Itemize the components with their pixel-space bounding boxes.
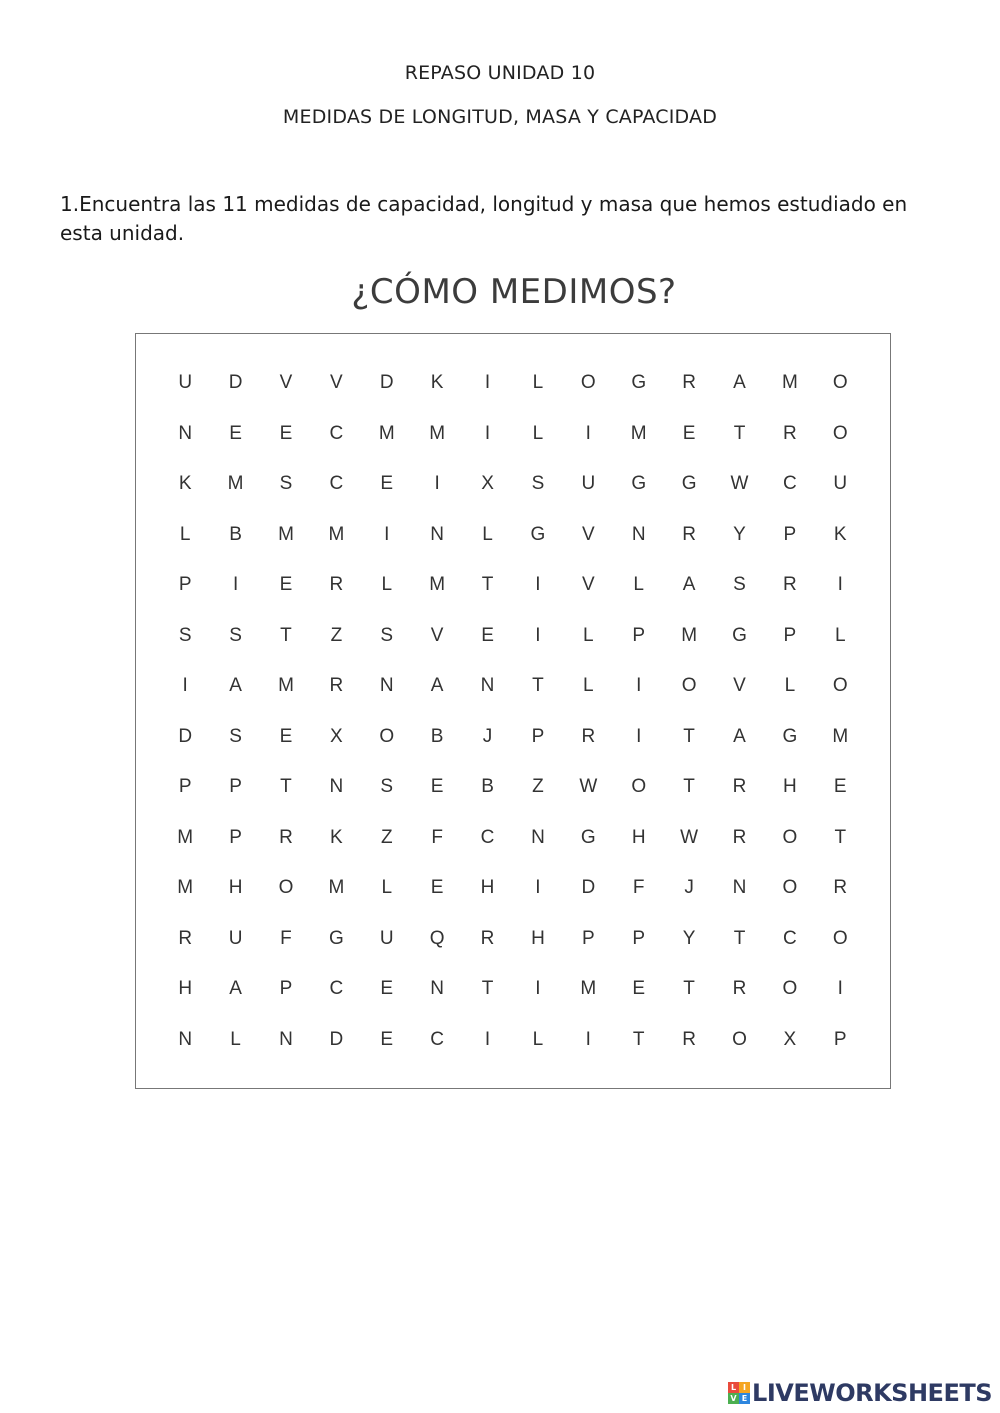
grid-letter[interactable]: H <box>178 978 193 999</box>
grid-letter[interactable]: P <box>783 624 797 646</box>
grid-letter[interactable]: M <box>429 422 446 444</box>
grid-letter[interactable]: L <box>230 1028 241 1050</box>
grid-letter[interactable]: K <box>330 826 343 848</box>
grid-letter[interactable]: D <box>379 372 394 393</box>
grid-letter[interactable]: K <box>833 523 847 545</box>
grid-letter[interactable]: P <box>178 574 192 595</box>
grid-letter[interactable]: N <box>178 1028 193 1050</box>
grid-letter[interactable]: L <box>532 422 544 444</box>
grid-letter[interactable]: P <box>783 523 797 545</box>
word-search-grid[interactable] <box>160 358 865 1065</box>
grid-letter[interactable]: R <box>783 422 797 444</box>
grid-letter[interactable]: M <box>278 675 294 696</box>
grid-letter[interactable]: I <box>585 422 591 444</box>
logo-tile: E <box>739 1393 750 1404</box>
grid-letter[interactable]: V <box>733 675 746 696</box>
grid-letter[interactable]: E <box>380 1028 394 1050</box>
grid-letter[interactable]: P <box>632 927 646 949</box>
grid-letter[interactable]: S <box>229 725 242 747</box>
grid-letter[interactable]: A <box>733 372 746 393</box>
grid-letter[interactable]: T <box>683 978 695 999</box>
grid-letter[interactable]: T <box>532 675 544 696</box>
grid-letter[interactable]: R <box>833 877 848 898</box>
grid-letter[interactable]: A <box>229 675 242 696</box>
grid-letter[interactable]: S <box>733 574 746 595</box>
grid-letter[interactable]: L <box>633 574 644 595</box>
grid-letter[interactable]: M <box>177 877 194 898</box>
grid-letter[interactable]: O <box>732 1028 747 1050</box>
grid-letter[interactable]: R <box>682 372 696 393</box>
grid-letter[interactable]: H <box>783 776 797 797</box>
grid-letter[interactable]: I <box>434 473 440 494</box>
grid-letter[interactable]: G <box>580 826 596 848</box>
grid-letter[interactable]: L <box>834 624 846 646</box>
grid-letter[interactable]: M <box>781 372 798 393</box>
grid-letter[interactable]: I <box>535 978 541 999</box>
grid-letter[interactable]: C <box>329 422 344 444</box>
grid-letter[interactable]: G <box>782 725 798 747</box>
grid-letter[interactable]: P <box>229 826 242 848</box>
grid-letter[interactable]: G <box>631 473 647 494</box>
grid-letter[interactable]: A <box>733 725 746 747</box>
grid-letter[interactable]: L <box>784 675 796 696</box>
grid-letter[interactable]: C <box>783 927 797 949</box>
grid-letter[interactable]: T <box>733 422 746 444</box>
grid-letter[interactable]: E <box>481 624 494 646</box>
grid-letter[interactable]: X <box>481 473 494 494</box>
grid-letter[interactable]: J <box>684 877 694 898</box>
grid-letter[interactable]: T <box>733 927 746 949</box>
grid-letter[interactable]: O <box>832 675 848 696</box>
grid-letter[interactable]: I <box>535 877 541 898</box>
grid-letter[interactable]: I <box>585 1028 591 1050</box>
logo-tile: V <box>728 1393 739 1404</box>
grid-letter[interactable]: S <box>178 624 192 646</box>
grid-letter[interactable]: S <box>380 624 394 646</box>
grid-letter[interactable]: W <box>730 473 749 494</box>
grid-letter[interactable]: E <box>380 473 394 494</box>
grid-letter[interactable]: T <box>280 624 292 646</box>
grid-letter[interactable]: R <box>682 523 696 545</box>
grid-letter[interactable]: I <box>837 978 843 999</box>
grid-letter[interactable]: N <box>279 1028 293 1050</box>
grid-letter[interactable]: N <box>329 776 344 797</box>
grid-letter[interactable]: C <box>430 1028 445 1050</box>
grid-letter[interactable]: I <box>484 1028 491 1050</box>
grid-letter[interactable]: O <box>379 725 395 747</box>
grid-letter[interactable]: L <box>482 523 493 545</box>
grid-letter[interactable]: S <box>229 624 242 646</box>
grid-letter[interactable]: O <box>832 927 848 949</box>
grid-letter[interactable]: M <box>328 877 345 898</box>
grid-letter[interactable]: W <box>579 776 598 797</box>
grid-letter[interactable]: P <box>833 1028 847 1050</box>
grid-letter[interactable]: E <box>229 422 242 444</box>
grid-letter[interactable]: N <box>178 422 193 444</box>
grid-letter[interactable]: L <box>532 372 544 393</box>
grid-letter[interactable]: P <box>632 624 646 646</box>
grid-letter[interactable]: T <box>280 776 292 797</box>
grid-letter[interactable]: O <box>782 826 798 848</box>
grid-letter[interactable]: T <box>481 978 494 999</box>
grid-letter[interactable]: K <box>430 372 444 393</box>
grid-letter[interactable]: O <box>278 877 294 898</box>
grid-letter[interactable]: M <box>378 422 395 444</box>
grid-letter[interactable]: U <box>833 473 848 494</box>
grid-letter[interactable]: P <box>531 725 545 747</box>
grid-letter[interactable]: T <box>632 1028 645 1050</box>
grid-letter[interactable]: X <box>330 725 343 747</box>
grid-letter[interactable]: N <box>430 523 445 545</box>
grid-letter[interactable]: F <box>280 927 292 949</box>
grid-letter[interactable]: G <box>732 624 747 646</box>
grid-letter[interactable]: H <box>480 877 495 898</box>
grid-letter[interactable]: P <box>229 776 242 797</box>
grid-letter[interactable]: V <box>581 523 595 545</box>
grid-letter[interactable]: N <box>631 523 646 545</box>
grid-letter[interactable]: P <box>178 776 192 797</box>
grid-letter[interactable]: C <box>480 826 495 848</box>
grid-letter[interactable]: S <box>279 473 293 494</box>
grid-letter[interactable]: M <box>832 725 849 747</box>
brand-name: LIVEWORKSHEETS <box>752 1379 992 1407</box>
brand-footer <box>728 1378 992 1408</box>
grid-letter[interactable]: U <box>178 372 193 393</box>
grid-letter[interactable]: I <box>484 422 491 444</box>
grid-letter[interactable]: Z <box>330 624 343 646</box>
grid-letter[interactable]: V <box>430 624 444 646</box>
exercise-instruction: 1.Encuentra las 11 medidas de capacidad, longitud y masa que hemos estudiado en esta unidad. <box>60 192 908 245</box>
grid-letter[interactable]: C <box>329 978 344 999</box>
grid-letter[interactable]: V <box>581 574 595 595</box>
grid-letter[interactable]: R <box>329 574 344 595</box>
grid-letter[interactable]: O <box>580 372 596 393</box>
grid-letter[interactable]: I <box>535 574 541 595</box>
grid-letter[interactable]: R <box>732 826 747 848</box>
grid-letter[interactable]: E <box>279 725 293 747</box>
grid-letter[interactable]: N <box>379 675 394 696</box>
grid-letter[interactable]: I <box>636 675 642 696</box>
grid-letter[interactable]: O <box>832 372 848 393</box>
grid-letter[interactable]: K <box>178 473 192 494</box>
grid-letter[interactable]: P <box>279 978 293 999</box>
grid-letter[interactable]: F <box>632 877 645 898</box>
grid-letter[interactable]: R <box>581 725 596 747</box>
grid-letter[interactable]: C <box>783 473 797 494</box>
grid-letter[interactable]: B <box>430 725 444 747</box>
grid-letter[interactable]: V <box>279 372 293 393</box>
grid-letter[interactable]: D <box>329 1028 344 1050</box>
grid-letter[interactable]: G <box>631 372 647 393</box>
grid-letter[interactable]: R <box>480 927 495 949</box>
grid-letter[interactable]: B <box>229 523 242 545</box>
liveworksheets-logo-icon <box>728 1382 750 1404</box>
grid-letter[interactable]: N <box>430 978 445 999</box>
grid-letter[interactable]: Y <box>682 927 696 949</box>
grid-letter[interactable]: L <box>583 675 594 696</box>
logo-tile: L <box>728 1382 739 1393</box>
grid-letter[interactable]: S <box>380 776 394 797</box>
grid-letter[interactable]: T <box>683 725 695 747</box>
grid-letter[interactable]: R <box>732 776 747 797</box>
grid-letter[interactable]: O <box>782 877 798 898</box>
grid-letter[interactable]: W <box>680 826 699 848</box>
grid-letter[interactable]: O <box>681 675 697 696</box>
grid-letter[interactable]: M <box>227 473 244 494</box>
grid-letter[interactable]: H <box>531 927 545 949</box>
grid-letter[interactable]: H <box>631 826 646 848</box>
grid-letter[interactable]: R <box>279 826 293 848</box>
grid-letter[interactable]: O <box>832 422 848 444</box>
grid-letter[interactable]: L <box>583 624 594 646</box>
grid-letter[interactable]: U <box>379 927 394 949</box>
grid-letter[interactable]: N <box>531 826 545 848</box>
grid-letter[interactable]: I <box>484 372 491 393</box>
grid-letter[interactable]: O <box>631 776 647 797</box>
grid-letter[interactable]: E <box>682 422 696 444</box>
grid-letter[interactable]: I <box>837 574 843 595</box>
grid-letter[interactable]: R <box>732 978 747 999</box>
grid-letter[interactable]: H <box>228 877 243 898</box>
grid-letter[interactable]: T <box>481 574 494 595</box>
grid-letter[interactable]: Z <box>532 776 544 797</box>
grid-letter[interactable]: L <box>381 574 393 595</box>
grid-letter[interactable]: T <box>834 826 847 848</box>
grid-letter[interactable]: L <box>381 877 393 898</box>
grid-letter[interactable]: E <box>833 776 847 797</box>
grid-letter[interactable]: U <box>581 473 596 494</box>
grid-letter[interactable]: E <box>380 978 394 999</box>
grid-letter[interactable]: L <box>532 1028 544 1050</box>
grid-letter[interactable]: G <box>328 927 344 949</box>
grid-letter[interactable]: I <box>384 523 390 545</box>
grid-letter[interactable]: M <box>580 978 597 999</box>
grid-letter[interactable]: U <box>228 927 243 949</box>
grid-letter[interactable]: Y <box>733 523 746 545</box>
grid-letter[interactable]: T <box>683 776 695 797</box>
grid-letter[interactable]: R <box>329 675 344 696</box>
grid-letter[interactable]: E <box>279 574 293 595</box>
grid-letter[interactable]: M <box>630 422 647 444</box>
grid-letter[interactable]: G <box>530 523 546 545</box>
grid-letter[interactable]: E <box>430 877 444 898</box>
grid-letter[interactable]: M <box>429 574 446 595</box>
unit-title: REPASO UNIDAD 10 <box>404 62 596 84</box>
grid-letter[interactable]: R <box>178 927 193 949</box>
grid-letter[interactable]: A <box>229 978 242 999</box>
grid-letter[interactable]: A <box>682 574 696 595</box>
grid-letter[interactable]: J <box>482 725 493 747</box>
grid-letter[interactable]: D <box>178 725 193 747</box>
grid-letter[interactable]: P <box>581 927 595 949</box>
grid-letter[interactable]: O <box>782 978 798 999</box>
grid-letter[interactable]: B <box>481 776 494 797</box>
grid-letter[interactable]: R <box>783 574 797 595</box>
grid-letter[interactable]: I <box>232 574 239 595</box>
puzzle-title: ¿CÓMO MEDIMOS? <box>351 272 677 312</box>
grid-letter[interactable]: E <box>632 978 646 999</box>
grid-letter[interactable]: N <box>732 877 747 898</box>
grid-letter[interactable]: L <box>179 523 191 545</box>
grid-letter[interactable]: A <box>430 675 444 696</box>
grid-letter[interactable]: N <box>480 675 495 696</box>
grid-letter[interactable]: M <box>328 523 345 545</box>
grid-letter[interactable]: F <box>431 826 443 848</box>
grid-letter[interactable]: X <box>783 1028 797 1050</box>
unit-subtitle: MEDIDAS DE LONGITUD, MASA Y CAPACIDAD <box>282 106 718 128</box>
grid-letter[interactable]: M <box>278 523 294 545</box>
grid-letter[interactable]: M <box>681 624 698 646</box>
grid-letter[interactable]: G <box>681 473 697 494</box>
logo-tile: I <box>739 1382 750 1393</box>
grid-letter[interactable]: M <box>177 826 194 848</box>
grid-letter[interactable]: D <box>581 877 596 898</box>
grid-letter[interactable]: I <box>636 725 642 747</box>
grid-letter[interactable]: E <box>279 422 293 444</box>
grid-letter[interactable]: D <box>228 372 243 393</box>
grid-letter[interactable]: Q <box>429 927 445 949</box>
grid-letter[interactable]: E <box>430 776 444 797</box>
grid-letter[interactable]: S <box>531 473 545 494</box>
grid-letter[interactable]: C <box>329 473 344 494</box>
grid-letter[interactable]: R <box>682 1028 696 1050</box>
grid-letter[interactable]: I <box>182 675 188 696</box>
grid-letter[interactable]: V <box>330 372 343 393</box>
grid-letter[interactable]: I <box>535 624 541 646</box>
grid-letter[interactable]: Z <box>380 826 393 848</box>
